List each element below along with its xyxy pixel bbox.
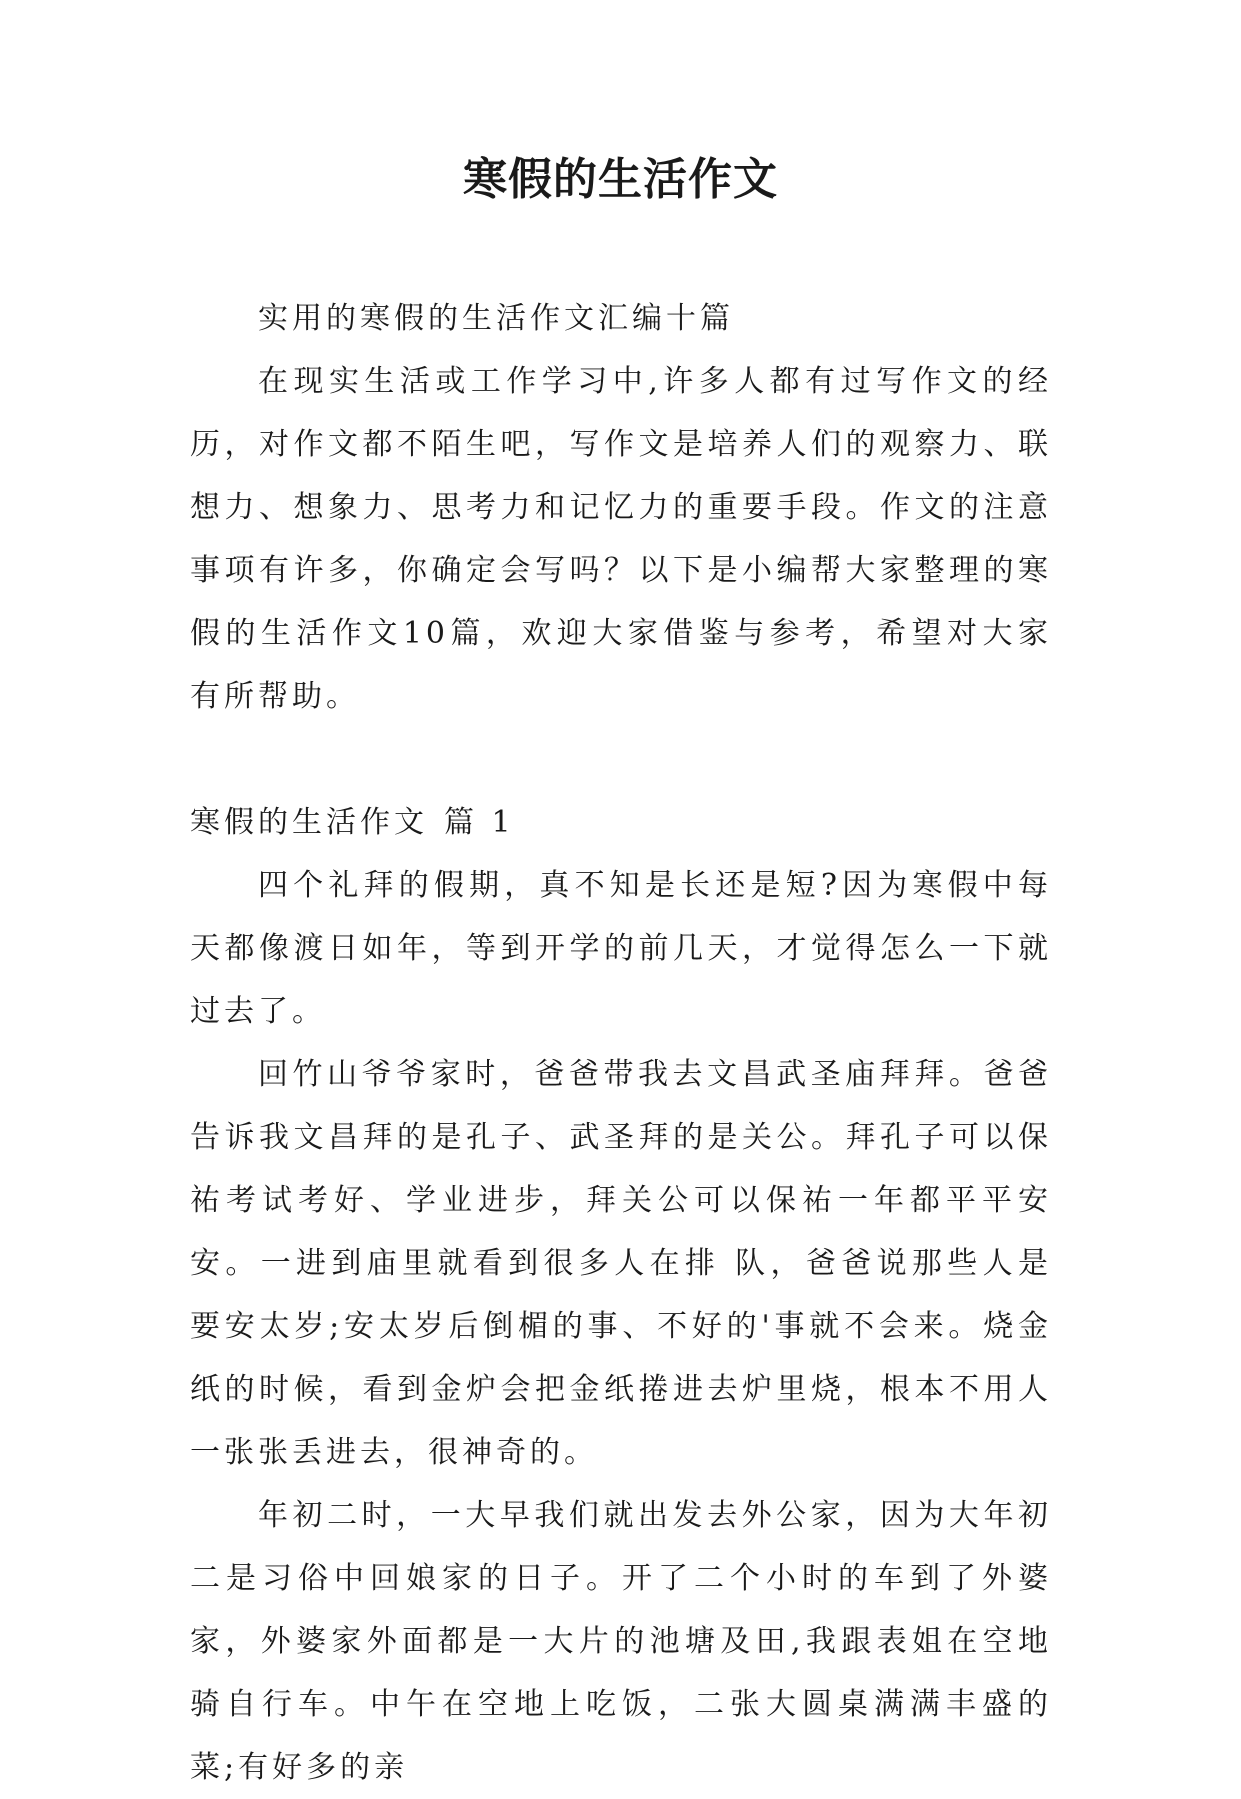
document-title: 寒假的生活作文 [463, 154, 778, 205]
section-paragraph: 年初二时，一大早我们就出发去外公家，因为大年初二是习俗中回娘家的日子。开了二个小时的车到了外婆家，外婆家外面都是一大片的池塘及田,我跟表姐在空地骑自行车。中午在空地上吃饭，二张大圆桌满满丰盛的菜;有好多的亲 [190, 1498, 1052, 1785]
intro-paragraph: 在现实生活或工作学习中,许多人都有过写作文的经历，对作文都不陌生吧，写作文是培养人们的观察力、联想力、想象力、思考力和记忆力的重要手段。作文的注意事项有许多，你确定会写吗？以下是小编帮大家整理的寒假的生活作文10篇，欢迎大家借鉴与参考，希望对大家有所帮助。 [190, 364, 1052, 714]
section-heading-title: 寒假的生活作文 [190, 805, 428, 840]
section-heading-number: 篇 1 [444, 805, 515, 840]
section-heading [190, 791, 1052, 854]
section-paragraph: 四个礼拜的假期，真不知是长还是短?因为寒假中每天都像渡日如年，等到开学的前几天，才觉得怎么一下就过去了。 [190, 868, 1052, 1029]
document-body [190, 287, 1052, 1799]
intro-subtitle: 实用的寒假的生活作文汇编十篇 [258, 301, 734, 336]
section-spacer [190, 728, 1052, 791]
section-paragraph: 回竹山爷爷家时，爸爸带我去文昌武圣庙拜拜。爸爸告诉我文昌拜的是孔子、武圣拜的是关公。拜孔子可以保祐考试考好、学业进步，拜关公可以保祐一年都平平安安。一进到庙里就看到很多人在排 队，爸爸说那些人是要安太岁;安太岁后倒楣的事、不好的'事就不会来。烧金纸的时候，看到金炉会把金纸捲进去炉里烧，根本不用人一张张丢进去，很神奇的。 [190, 1057, 1052, 1470]
